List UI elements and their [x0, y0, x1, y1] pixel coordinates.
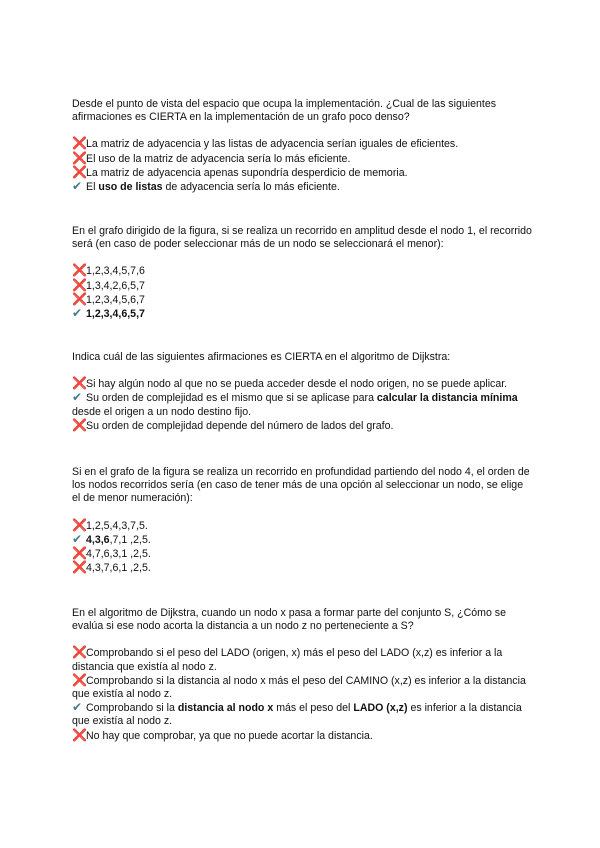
- incorrect-x-icon: ❌: [72, 645, 87, 660]
- answer-option: [72, 674, 532, 701]
- answer-highlight-text: 4,3,6: [86, 533, 110, 546]
- incorrect-x-icon: ❌: [72, 263, 87, 278]
- incorrect-x-icon: ❌: [72, 136, 87, 151]
- answer-list: [72, 646, 532, 742]
- correct-check-icon: ✔: [72, 700, 83, 715]
- answer-text: El uso de la matriz de adyacencia sería lo más eficiente.: [86, 152, 351, 165]
- question-prompt: Indica cuál de las siguientes afirmaciones es CIERTA en el algoritmo de Dijkstra:: [72, 351, 451, 363]
- question-4: [72, 466, 532, 575]
- answer-option: [72, 419, 532, 433]
- answer-list: [72, 264, 532, 321]
- correct-check-icon: ✔: [72, 531, 83, 546]
- question-prompt: En el algoritmo de Dijkstra, cuando un nodo x pasa a formar parte del conjunto S, ¿Cómo se evalúa si ese nodo acorta la distancia a un nodo z no perteneciente a S?: [72, 607, 506, 633]
- answer-text: El: [86, 181, 99, 194]
- answer-option: [72, 307, 532, 321]
- answer-text: 4,7,6,3,1 ,2,5.: [86, 548, 151, 561]
- answer-option: [72, 279, 532, 293]
- answer-option: [72, 166, 532, 180]
- answer-text: No hay que comprobar, ya que no puede acortar la distancia.: [86, 729, 373, 742]
- answer-text: 1,2,3,4,5,6,7: [86, 293, 145, 306]
- answer-text: Si hay algún nodo al que no se pueda acceder desde el nodo origen, no se puede aplicar.: [86, 378, 508, 391]
- answer-text: Su orden de complejidad depende del número de lados del grafo.: [86, 419, 394, 432]
- answer-list: [72, 377, 532, 433]
- answer-option: [72, 152, 532, 166]
- incorrect-x-icon: ❌: [72, 560, 87, 575]
- answer-text: 4,3,7,6,1 ,2,5.: [86, 562, 151, 575]
- answer-text: ,7,1 ,2,5.: [109, 533, 151, 546]
- answer-text: La matriz de adyacencia apenas supondría desperdicio de memoria.: [86, 166, 408, 179]
- answer-option: [72, 701, 532, 728]
- question-2: [72, 225, 532, 321]
- answer-option: [72, 519, 532, 533]
- correct-check-icon: ✔: [72, 179, 83, 194]
- incorrect-x-icon: ❌: [72, 727, 87, 742]
- answer-text: 1,2,5,4,3,7,5.: [86, 519, 148, 532]
- question-3: [72, 351, 532, 433]
- answer-text: Comprobando si el peso del LADO (origen, x) más el peso del LADO (x,z) es inferior a la distancia que existía al nodo z.: [72, 647, 503, 673]
- answer-list: [72, 137, 532, 194]
- answer-option: [72, 561, 532, 575]
- incorrect-x-icon: ❌: [72, 417, 87, 432]
- incorrect-x-icon: ❌: [72, 150, 87, 165]
- answer-option: [72, 293, 532, 307]
- incorrect-x-icon: ❌: [72, 546, 87, 561]
- question-1: [72, 98, 532, 194]
- answer-option: [72, 646, 532, 673]
- answer-option: [72, 729, 532, 743]
- answer-option: [72, 547, 532, 561]
- incorrect-x-icon: ❌: [72, 164, 87, 179]
- answer-highlight-text: distancia al nodo x: [177, 702, 274, 715]
- incorrect-x-icon: ❌: [72, 376, 87, 391]
- answer-text: más el peso del: [273, 702, 354, 715]
- answer-text: Su orden de complejidad es el mismo que si se aplicase para: [86, 392, 377, 405]
- answer-text: 1,2,3,4,5,7,6: [86, 265, 145, 278]
- answer-option: [72, 391, 532, 418]
- answer-highlight-text: calcular la distancia mínima: [376, 392, 518, 405]
- incorrect-x-icon: ❌: [72, 517, 87, 532]
- answer-text: Comprobando si la distancia al nodo x más el peso del CAMINO (x,z) es inferior a la distancia que existía al nodo z.: [72, 674, 526, 701]
- answer-list: [72, 519, 532, 576]
- question-prompt: Desde el punto de vista del espacio que ocupa la implementación. ¿Cual de las siguientes afirmaciones es CIERTA en la implementación de un grafo poco denso?: [72, 98, 497, 124]
- answer-option: [72, 137, 532, 151]
- answer-text: 1,3,4,2,6,5,7: [86, 279, 145, 292]
- incorrect-x-icon: ❌: [72, 277, 87, 292]
- answer-highlight-text: uso de listas: [98, 181, 163, 194]
- incorrect-x-icon: ❌: [72, 291, 87, 306]
- answer-text: Comprobando si la: [86, 702, 178, 715]
- answer-option: [72, 377, 532, 391]
- answer-option: [72, 533, 532, 547]
- answer-option: [72, 180, 532, 194]
- answer-option: [72, 264, 532, 278]
- question-prompt: Si en el grafo de la figura se realiza un recorrido en profundidad partiendo del nodo 4, el orden de los nodos recorridos sería (en caso de tener más de una opción al seleccionar un nodo, se elige el de menor numeración):: [72, 466, 530, 505]
- incorrect-x-icon: ❌: [72, 672, 87, 687]
- correct-check-icon: ✔: [72, 306, 83, 321]
- answer-highlight-text: LADO (x,z): [353, 702, 408, 715]
- question-5: [72, 607, 532, 743]
- answer-text: de adyacencia sería lo más eficiente.: [162, 181, 340, 194]
- question-prompt: En el grafo dirigido de la figura, si se realiza un recorrido en amplitud desde el nodo 1, el recorrido será (en caso de poder seleccionar más de un nodo se seleccionará el menor):: [72, 225, 532, 251]
- answer-text: desde el origen a un nodo destino fijo.: [72, 405, 252, 418]
- answer-text: es inferior a la distancia que existía al nodo z.: [72, 702, 522, 728]
- answer-highlight-text: 1,2,3,4,6,5,7: [86, 308, 145, 321]
- answer-text: La matriz de adyacencia y las listas de adyacencia serían iguales de eficientes.: [86, 138, 459, 151]
- correct-check-icon: ✔: [72, 390, 83, 405]
